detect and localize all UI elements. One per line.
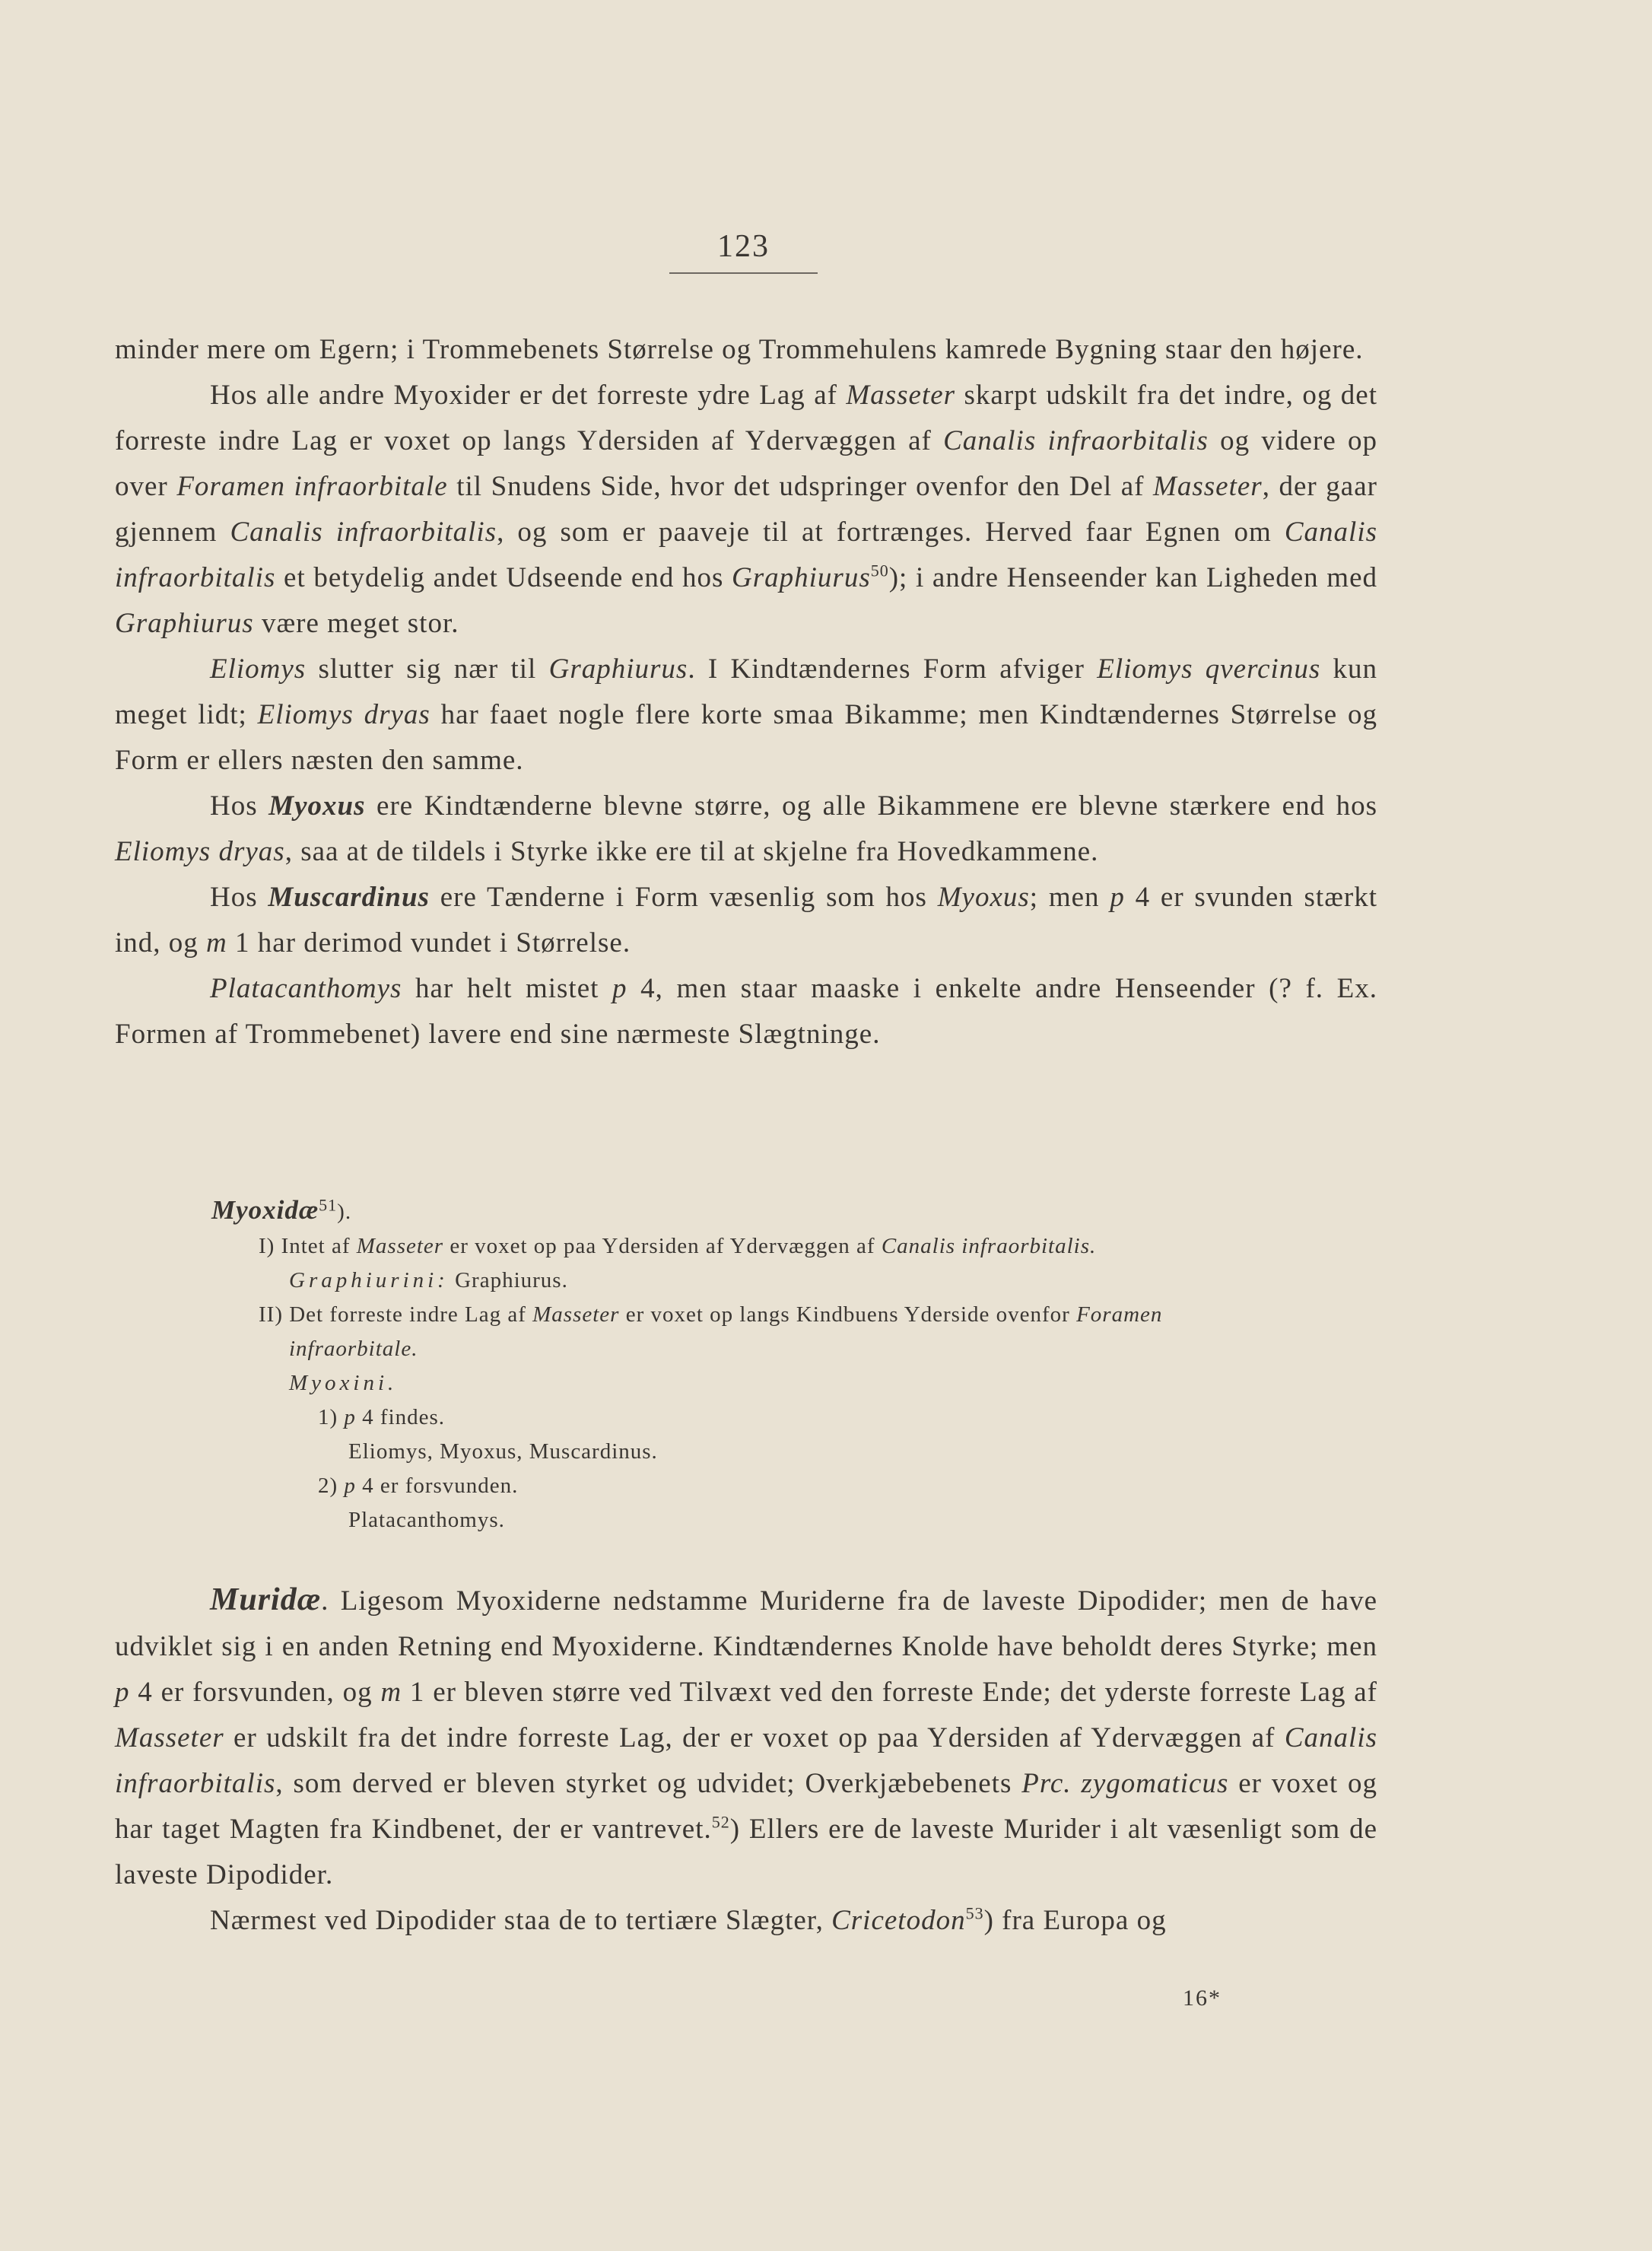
classification-key	[211, 1193, 1383, 1537]
footnote-ref: 51	[319, 1195, 338, 1215]
text-run: . Ligesom Myoxiderne nedstamme Muriderne fra de laveste Dipodider; men de have udviklet sig i en anden Retning end Myoxiderne. Kindtændernes Knolde have beholdt deres Styrke; men	[115, 1585, 1377, 1662]
paragraph	[115, 1898, 1377, 1944]
text-run: 1 er bleven større ved Tilvæxt ved den forreste Ende; det yderste forreste Lag af	[402, 1677, 1377, 1708]
italic-term: Canalis infraorbitalis	[115, 517, 1377, 593]
italic-term: p	[612, 973, 627, 1004]
paragraph	[115, 875, 1377, 966]
italic-term: Eliomys dryas	[257, 699, 430, 730]
text-run: har faaet nogle flere korte smaa Bikamme; men Kindtændernes Størrelse og Form er ellers næsten den samme.	[115, 699, 1377, 776]
text-run: Hos alle andre Myoxider er det forreste ydre Lag af	[210, 380, 847, 411]
text-run: Hos	[210, 882, 268, 913]
italic-term: Prc. zygomaticus	[1021, 1768, 1229, 1799]
key-term: infraorbitale.	[289, 1337, 418, 1361]
tribe-graphiurini	[211, 1264, 1383, 1298]
paragraph	[115, 373, 1377, 647]
genus-name: Muscardinus	[268, 882, 430, 913]
text-run: minder mere om Egern; i Trommebenets Størrelse og Trommehulens kamrede Bygning staar den højere.	[115, 334, 1364, 365]
italic-term: Canalis infraorbitalis	[230, 517, 497, 548]
text-run: skarpt udskilt fra det indre, og det forreste indre Lag er voxet op langs Ydersiden af Ydervæggen af	[115, 380, 1378, 456]
italic-term: p	[115, 1677, 130, 1708]
genus-name: Myoxus	[268, 790, 366, 822]
italic-term: Graphiurus	[548, 653, 688, 685]
family-heading	[211, 1193, 1383, 1229]
italic-term: Platacanthomys	[210, 973, 402, 1004]
text-run: ; men	[1029, 882, 1110, 913]
italic-term: Foramen infraorbitale	[176, 471, 448, 502]
text-run: til Snudens Side, hvor det udspringer ovenfor den Del af	[447, 471, 1154, 502]
sub-item-2-members	[211, 1503, 1383, 1537]
tribe-myoxini	[211, 1366, 1383, 1401]
text-run: er voxet og har taget Magten fra Kindbenet, der er vantrevet.	[115, 1768, 1377, 1845]
italic-term: Eliomys dryas	[115, 836, 285, 867]
family-name: Myoxidæ	[211, 1195, 319, 1225]
key-term: p	[344, 1405, 356, 1429]
text-run: , og som er paaveje til at fortrænges. Herved faar Egnen om	[497, 517, 1285, 548]
text-run: ere Kindtænderne blevne større, og alle Bikammene ere blevne stærkere end hos	[365, 790, 1378, 822]
italic-term: m	[206, 927, 227, 959]
paragraph	[115, 784, 1377, 875]
paragraph	[115, 966, 1377, 1057]
sub-item-2	[211, 1469, 1383, 1503]
footnote-ref: 53	[965, 1903, 984, 1923]
text-run: kun meget lidt;	[115, 653, 1378, 730]
key-text: 4 findes.	[362, 1405, 446, 1429]
key-label: I)	[259, 1234, 275, 1258]
text-run: er udskilt fra det indre forreste Lag, der er voxet op paa Ydersiden af Ydervæggen af	[224, 1722, 1285, 1753]
text-run: 4 er forsvunden, og	[129, 1677, 381, 1708]
key-text: er voxet op langs Kindbuens Yderside ovenfor	[625, 1302, 1070, 1327]
italic-term: Masseter	[1153, 471, 1263, 502]
text-run: , der gaar gjennem	[115, 471, 1377, 548]
body-text-continued	[115, 1577, 1377, 1944]
key-text: er voxet op paa Ydersiden af Ydervæggen af	[450, 1234, 875, 1258]
text-run: slutter sig nær til	[306, 653, 549, 685]
paragraph	[115, 1577, 1377, 1898]
italic-term: Myoxus	[937, 882, 1030, 913]
page-number-rule	[669, 272, 818, 274]
text-run: ) fra Europa og	[983, 1905, 1167, 1936]
text-run: 4 er svunden stærkt ind, og	[115, 882, 1377, 959]
text-run: . I Kindtændernes Form afviger	[688, 653, 1098, 685]
page-number: 123	[717, 229, 770, 264]
text-run: og videre op over	[115, 425, 1378, 502]
text-run: har helt mistet	[402, 973, 613, 1004]
key-term: p	[344, 1474, 356, 1498]
body-text	[115, 327, 1377, 1057]
key-label: 1)	[318, 1405, 338, 1429]
sub-item-1	[211, 1401, 1383, 1435]
key-term: Masseter	[356, 1234, 444, 1258]
key-term: Canalis infraorbitalis.	[881, 1234, 1097, 1258]
italic-term: m	[380, 1677, 402, 1708]
italic-term: p	[1110, 882, 1125, 913]
italic-term: Canalis infraorbitalis	[115, 1722, 1377, 1799]
italic-term: Graphiurus	[115, 608, 254, 639]
footnote-ref: 50	[870, 561, 889, 580]
text-run: , saa at de tildels i Styrke ikke ere til at skjelne fra Hovedkammene.	[284, 836, 1099, 867]
text-run: Hos	[210, 790, 269, 822]
italic-term: Masseter	[115, 1722, 224, 1753]
paragraph	[115, 327, 1377, 373]
section-heading: Muridæ	[210, 1582, 322, 1617]
key-label: 2)	[318, 1474, 338, 1498]
text-run: , som derved er bleven styrket og udvidet; Overkjæbebenets	[275, 1768, 1022, 1799]
key-text: Det forreste indre Lag af	[289, 1302, 526, 1327]
tribe-name: Graphiurini:	[289, 1268, 449, 1292]
genus-list: Platacanthomys.	[348, 1508, 505, 1532]
key-text: Intet af	[281, 1234, 351, 1258]
text-run: ere Tænderne i Form væsenlig som hos	[429, 882, 938, 913]
paragraph	[115, 647, 1377, 784]
italic-term: Eliomys	[210, 653, 307, 685]
text-run: ) Ellers ere de laveste Murider i alt væsenligt som de laveste Dipodider.	[115, 1814, 1377, 1890]
family-suffix: ).	[337, 1200, 352, 1224]
key-item-2-wrap	[211, 1332, 1383, 1366]
text-run: 4, men staar maaske i enkelte andre Henseender (? f. Ex. Formen af Trommebenet) lavere end sine nærmeste Slægtninge.	[115, 973, 1378, 1050]
italic-term: Masseter	[846, 380, 956, 411]
genus-list: Eliomys, Myoxus, Muscardinus.	[348, 1439, 658, 1464]
text-run: Nærmest ved Dipodider staa de to tertiære Slægter,	[210, 1905, 832, 1936]
italic-term: Cricetodon	[831, 1905, 966, 1936]
key-item-1	[211, 1229, 1383, 1264]
key-text: 4 er forsvunden.	[362, 1474, 519, 1498]
text-run: ); i andre Henseender kan Ligheden med	[888, 562, 1378, 593]
italic-term: Graphiurus	[732, 562, 871, 593]
printer-signature: 16*	[1183, 1986, 1222, 2011]
tribe-members: Graphiurus.	[455, 1268, 568, 1292]
tribe-name: Myoxini.	[289, 1371, 398, 1395]
italic-term: Canalis infraorbitalis	[943, 425, 1209, 456]
sub-item-1-members	[211, 1435, 1383, 1469]
text-run: et betydelig andet Udseende end hos	[275, 562, 732, 593]
italic-term: Eliomys qvercinus	[1097, 653, 1321, 685]
footnote-ref: 52	[711, 1812, 730, 1832]
key-term: Masseter	[532, 1302, 620, 1327]
text-run: 1 har derimod vundet i Størrelse.	[227, 927, 631, 959]
key-label: II)	[259, 1302, 283, 1327]
key-item-2	[211, 1298, 1383, 1332]
key-term: Foramen	[1076, 1302, 1163, 1327]
text-run: være meget stor.	[253, 608, 459, 639]
